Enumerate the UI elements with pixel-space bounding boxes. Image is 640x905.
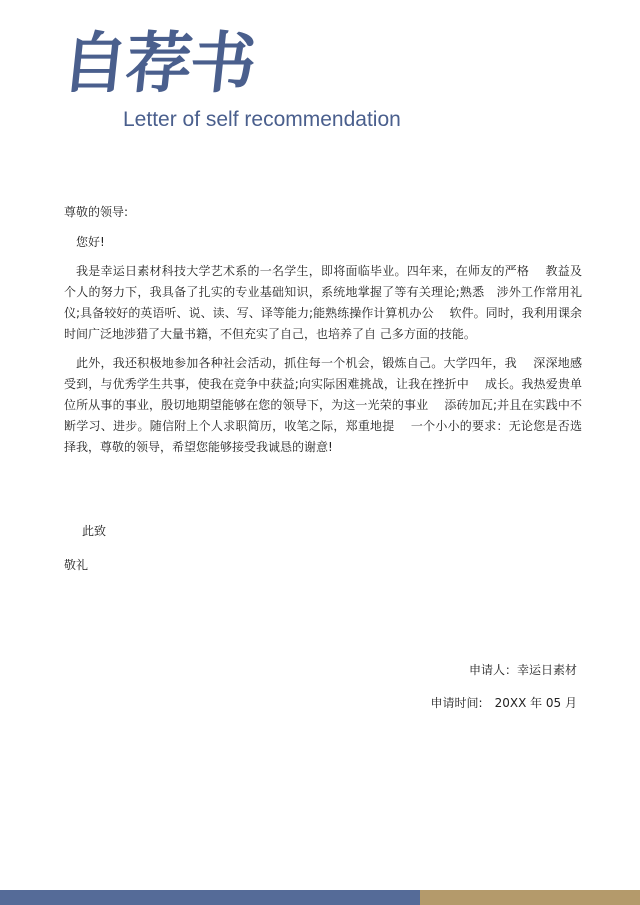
- salutation: 尊敬的领导:: [64, 205, 129, 219]
- letter-header: [57, 24, 442, 140]
- body-paragraph-2: 此外，我还积极地参加各种社会活动，抓住每一个机会，锻炼自己。大学四年，我 深深地感受到，与优秀学生共事，使我在竞争中获益;向实际困难挑战，让我在挫折中 成长。我热爱贵单位所从事的事业，殷切地期望能够在您的领导下，为这一光荣的事业 添砖加瓦;并且在实践中不断学习、进步。随信附上个人求职简历，收笔之际，郑重地提 一个小小的要求：无论您是否选择我，尊敬的领导，希望您能够接受我诚恳的谢意!: [64, 356, 582, 454]
- applicant-name: 申请人：幸运日素材: [468, 663, 577, 677]
- body-paragraph-1: 我是幸运日素材科技大学艺术系的一名学生，即将面临毕业。四年来，在师友的严格 教益及个人的努力下，我具备了扎实的专业基础知识，系统地掌握了等有关理论;熟悉 涉外工作常用礼仪;具备较好的英语听、说、读、写、译等能力;能熟练操作计算机办公 软件。同时，我利用课余时间广泛地涉猎了大量书籍，不但充实了自己，也培养了自 己多方面的技能。: [64, 264, 582, 341]
- title-chinese: 自荐书: [57, 24, 259, 102]
- regards-line: 敬礼: [64, 558, 89, 572]
- letter-body: [64, 202, 582, 466]
- closing-line: 此致: [82, 524, 107, 538]
- title-english: Letter of self recommendation: [123, 108, 401, 131]
- hello-line: 您好!: [76, 235, 105, 249]
- footer-bar-gold: [420, 890, 640, 905]
- footer-bar-blue: [0, 890, 420, 905]
- signature-block: [431, 654, 577, 720]
- application-date: 申请时间: 20XX 年 05 月: [430, 696, 577, 710]
